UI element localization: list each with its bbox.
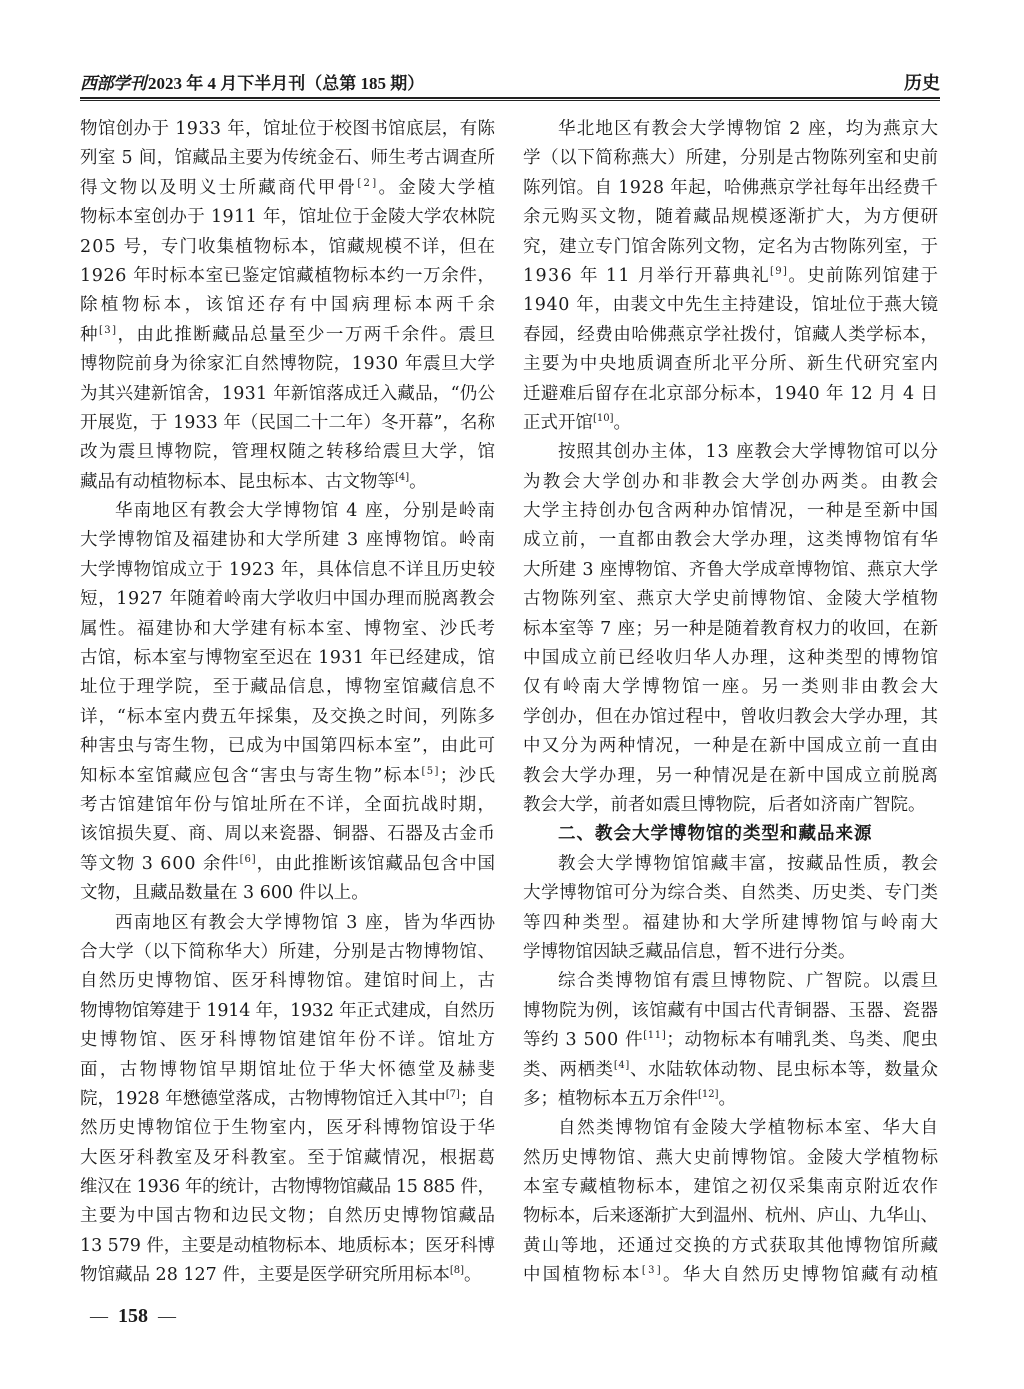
citation-mark: [5]: [421, 765, 440, 777]
text-run: ，由此推断藏品总量至少一万两千余件。震旦: [117, 324, 497, 345]
text-line: [523, 703, 938, 732]
text-line: [523, 321, 938, 350]
paragraph: [523, 438, 941, 820]
citation-mark: [4]: [613, 1059, 630, 1071]
text-run: 博物院前身为徐家汇自然博物院，1930 年震旦大学: [80, 354, 496, 375]
text-run: 教会大学，前者如震旦博物院，后者如济南广智院。: [523, 794, 926, 815]
text-run: 等四种类型。福建协和大学所建博物馆与岭南大: [523, 912, 941, 933]
header-rule: [80, 97, 940, 101]
text-line: [80, 850, 495, 879]
citation-mark: [3]: [641, 1265, 663, 1277]
text-run: 大学博物馆成立于 1923 年，具体信息不详且历史较: [80, 559, 496, 580]
text-run: 种: [80, 324, 99, 345]
text-line: [523, 174, 938, 203]
text-run: 知标本室馆藏应包含“害虫与寄生物”标本: [80, 765, 422, 786]
paragraph: [523, 115, 938, 438]
text-run: 物博物馆筹建于 1914 年，1932 年正式建成，自然历: [80, 1000, 495, 1021]
text-run: 成立前，一直都由教会大学办理，这类博物馆有华: [523, 530, 940, 551]
paragraph: [80, 909, 498, 1291]
text-run: 维汉在 1936 年的统计，古物博物馆藏品 15 885 件，: [80, 1177, 495, 1198]
text-line: [523, 262, 938, 291]
text-run: 然历史博物馆、燕大史前博物馆。金陵大学植物标: [523, 1147, 940, 1168]
citation-mark: [8]: [449, 1265, 465, 1277]
text-line: [523, 791, 938, 820]
text-line: [523, 1114, 938, 1143]
text-run: 文物，且藏品数量在 3 600 件以上。: [80, 883, 369, 904]
text-run: 。: [718, 1088, 737, 1109]
text-run: 大学博物馆及福建协和大学所建 3 座博物馆。岭南: [80, 530, 497, 551]
text-line: [80, 1056, 498, 1085]
text-run: 西南地区有教会大学博物馆 3 座，皆为华西协: [115, 912, 497, 933]
text-line: [523, 997, 938, 1026]
text-run: 大学主持创办包含两种办馆情况，一种是至新中国: [523, 501, 940, 522]
text-run: ；动物标本有哺乳类、鸟类、爬虫: [666, 1030, 939, 1051]
text-line: [80, 526, 495, 555]
text-line: [80, 1114, 495, 1143]
text-line: [80, 1026, 498, 1055]
text-line: [523, 1261, 941, 1290]
text-run: 正式开馆: [523, 412, 593, 433]
text-line: [523, 644, 938, 673]
text-run: 等约 3 500 件: [523, 1030, 644, 1051]
text-line: [80, 673, 495, 702]
text-line: [523, 438, 938, 467]
text-line: [80, 468, 495, 497]
text-line: [80, 1232, 495, 1261]
text-run: 自然类博物馆有金陵大学植物标本室、华大自: [558, 1118, 940, 1139]
text-run: 学（以下简称燕大）所建，分别是古物陈列室和史前: [523, 148, 939, 169]
paragraph: [80, 115, 499, 497]
text-run: 自然历史博物馆、医牙科博物馆。建馆时间上，古: [80, 971, 497, 992]
text-line: [80, 791, 495, 820]
text-run: 标本室等 7 座；另一种是随着教育权力的收回，在新: [523, 618, 939, 639]
text-line: [80, 967, 495, 996]
text-run: 考古馆建馆年份与馆址所在不详，全面抗战时期，: [80, 794, 497, 815]
text-run: 该馆损失夏、商、周以来瓷器、铜器、石器及古金币: [80, 824, 496, 845]
text-line: [80, 321, 495, 350]
text-run: 教会大学博物馆馆藏丰富，按藏品性质，教会: [558, 853, 940, 874]
text-run: 究，建立专门馆舍陈列文物，定名为古物陈列室，于: [523, 236, 939, 257]
citation-mark: [11]: [643, 1030, 667, 1042]
text-run: 大学博物馆可分为综合类、自然类、历史类、专门类: [523, 883, 939, 904]
text-line: [523, 1144, 938, 1173]
text-line: [523, 585, 938, 614]
text-run: 学博物馆因缺乏藏品信息，暂不进行分类。: [523, 941, 856, 962]
text-run: 除植物标本，该馆还存有中国病理标本两千余: [80, 295, 499, 316]
text-run: 等文物 3 600 余件: [80, 853, 240, 874]
text-line: [80, 203, 495, 232]
text-line: [80, 380, 495, 409]
text-line: [523, 762, 938, 791]
page-number-dash-right: —: [158, 1306, 176, 1326]
section-label: 历史: [904, 73, 940, 94]
text-run: 种害虫与寄生物，已成为中国第四标本室”，由此可: [80, 736, 496, 757]
text-run: 。史前陈列馆建于: [788, 265, 940, 286]
text-run: ；沙氏: [439, 765, 497, 786]
text-run: 。: [409, 471, 427, 492]
citation-mark: [4]: [395, 471, 410, 483]
text-line: [523, 115, 938, 144]
text-line: [523, 1026, 938, 1055]
text-run: 类、两栖类: [523, 1059, 614, 1080]
text-run: 陈列馆。自 1928 年起，哈佛燕京学社每年出经费千: [523, 177, 939, 198]
text-run: 物标本室创办于 1911 年，馆址位于金陵大学农林院: [80, 207, 496, 228]
text-run: 教会大学办理，另一种情况是在新中国成立前脱离: [523, 765, 940, 786]
text-run: 博物院为例，该馆藏有中国古代青铜器、玉器、瓷器: [523, 1000, 939, 1021]
text-run: 华北地区有教会大学博物馆 2 座，均为燕京大: [558, 119, 940, 139]
text-line: [80, 409, 495, 438]
text-run: 迁避难后留存在北京部分标本，1940 年 12 月 4 日: [523, 383, 939, 404]
text-run: 短，1927 年随着岭南大学收归中国办理而脱离教会: [80, 589, 496, 610]
text-line: [80, 585, 495, 614]
text-line: [523, 203, 938, 232]
text-line: [80, 1085, 495, 1114]
citation-mark: [7]: [445, 1088, 460, 1100]
text-run: 综合类博物馆有震旦博物院、广智院。以震旦: [558, 971, 940, 992]
citation-mark: [3]: [98, 324, 118, 336]
text-run: 为其兴建新馆舍，1931 年新馆落成迁入藏品，“仍公: [80, 383, 496, 404]
text-line: [523, 615, 938, 644]
text-run: 改为震旦博物院，管理权随之转移给震旦大学，馆: [80, 442, 497, 463]
citation-mark: [12]: [698, 1088, 719, 1100]
paragraph: [80, 497, 495, 908]
text-line: [80, 938, 495, 967]
text-run: 205 号，专门收集植物标本，馆藏规模不详，但在: [80, 236, 497, 257]
text-line: [80, 556, 495, 585]
text-line: [80, 115, 495, 144]
left-column: [80, 115, 499, 1291]
text-run: 大所建 3 座博物馆、齐鲁大学成章博物馆、燕京大学: [523, 559, 939, 580]
text-run: 古物陈列室、燕京大学史前博物馆、金陵大学植物: [523, 589, 940, 610]
page-number: 158: [118, 1305, 148, 1327]
text-run: 合大学（以下简称华大）所建，分别是古物博物馆、: [80, 941, 496, 962]
paragraph: [523, 850, 941, 968]
paragraph: [523, 967, 938, 1114]
text-line: [523, 468, 941, 497]
text-run: ，由此推断该馆藏品包含中国: [256, 853, 496, 874]
text-line: [80, 909, 495, 938]
text-line: [80, 762, 495, 791]
text-run: 黄山等地，还通过交换的方式获取其他博物馆所藏: [523, 1235, 940, 1256]
text-run: 学创办，但在办馆过程中，曾收归教会大学办理，其: [523, 706, 939, 727]
text-run: 开展览，于 1933 年（民国二十二年）冬开幕”，名称: [80, 412, 496, 433]
text-line: [80, 1173, 495, 1202]
text-line: [80, 262, 495, 291]
section-heading: 二、教会大学博物馆的类型和藏品来源: [558, 824, 873, 845]
text-run: 古馆，标本室与博物室至迟在 1931 年已经建成，馆: [80, 648, 496, 669]
citation-mark: [2]: [357, 177, 379, 189]
text-line: [523, 938, 938, 967]
text-run: 列室 5 间，馆藏品主要为传统金石、师生考古调查所: [80, 148, 496, 169]
text-run: 13 579 件，主要是动植物标本、地质标本；医牙科博: [80, 1235, 495, 1256]
text-run: 。: [613, 412, 632, 433]
text-run: 物馆创办于 1933 年，馆址位于校图书馆底层，有陈: [80, 119, 496, 139]
text-run: 藏品有动植物标本、昆虫标本、古文物等: [80, 471, 395, 492]
text-run: 。: [464, 1265, 482, 1286]
text-run: 余元购买文物，随着藏品规模逐渐扩大，为方便研: [523, 207, 940, 228]
text-run: 史博物馆、医牙科博物馆建馆年份不详。馆址方: [80, 1030, 498, 1051]
text-run: 1926 年时标本室已鉴定馆藏植物标本约一万余件，: [80, 265, 496, 286]
text-line: [523, 526, 938, 555]
text-run: 物标本，后来逐渐扩大到温州、杭州、庐山、九华山、: [523, 1206, 938, 1227]
text-line: [523, 350, 938, 379]
text-line: [80, 732, 495, 761]
text-line: [523, 1202, 938, 1231]
issue-info: 2023 年 4 月下半月刊（总第 185 期）: [148, 74, 425, 93]
text-run: 主要为中央地质调查所北平分所、新生代研究室内: [523, 354, 940, 375]
text-run: 、水陆软体动物、昆虫标本等，数量众: [629, 1059, 939, 1080]
text-line: [523, 1056, 938, 1085]
text-run: 多；植物标本五万余件: [523, 1088, 698, 1109]
text-line: [523, 380, 938, 409]
text-line: [523, 497, 938, 526]
text-line: [523, 1085, 938, 1114]
text-run: 1940 年，由裴文中先生主持建设，馆址位于燕大镜: [523, 295, 939, 316]
text-run: 仅有岭南大学博物馆一座。另一类则非由教会大: [523, 677, 941, 698]
text-run: 为教会大学创办和非教会大学创办两类。由教会: [523, 471, 941, 492]
text-line: [80, 1202, 495, 1231]
text-run: 。华大自然历史博物馆藏有动植: [662, 1265, 941, 1286]
text-line: [523, 850, 938, 879]
page-number-dash-left: —: [90, 1306, 108, 1326]
text-line: [80, 615, 495, 644]
text-line: [523, 909, 941, 938]
text-run: 属性。福建协和大学建有标本室、博物室、沙氏考: [80, 618, 497, 639]
text-line: [80, 1144, 495, 1173]
text-run: 中国植物标本: [523, 1265, 642, 1286]
text-line: [80, 174, 498, 203]
journal-logo: 西部学刊: [80, 74, 146, 94]
text-run: 按照其创办主体，13 座教会大学博物馆可以分: [558, 442, 939, 463]
text-run: 1936 年 11 月举行开幕典礼: [523, 265, 771, 286]
text-line: [80, 1261, 495, 1290]
citation-mark: [9]: [770, 265, 789, 277]
text-run: 春园，经费由哈佛燕京学社拨付，馆藏人类学标本，: [523, 324, 939, 345]
text-run: 址位于理学院，至于藏品信息，博物室馆藏信息不: [80, 677, 497, 698]
text-line: [523, 233, 938, 262]
text-line: [523, 732, 938, 761]
text-line: [523, 144, 938, 173]
text-line: [80, 997, 495, 1026]
text-line: [80, 438, 495, 467]
text-run: 中又分为两种情况，一种是在新中国成立前一直由: [523, 736, 940, 757]
text-run: 。金陵大学植: [378, 177, 498, 198]
text-line: [523, 967, 938, 996]
page-footer: [90, 1304, 176, 1328]
text-run: 物馆藏品 28 127 件，主要是医学研究所用标本: [80, 1265, 450, 1286]
text-line: [80, 703, 495, 732]
text-line: [523, 556, 938, 585]
right-column: [523, 115, 941, 1291]
text-line: [80, 233, 495, 262]
text-line: [80, 497, 495, 526]
text-run: 然历史博物馆位于生物室内，医牙科博物馆设于华: [80, 1118, 497, 1139]
running-header: [80, 72, 940, 96]
text-line: [80, 350, 495, 379]
text-run: 院，1928 年懋德堂落成，古物博物馆迁入其中: [80, 1088, 446, 1109]
text-run: 面，古物博物馆早期馆址位于华大怀德堂及赫斐: [80, 1059, 498, 1080]
text-line: [80, 879, 495, 908]
text-run: 华南地区有教会大学博物馆 4 座，分别是岭南: [115, 501, 497, 522]
text-run: ；自: [459, 1088, 496, 1109]
text-run: 主要为中国古物和边民文物；自然历史博物馆藏品: [80, 1206, 497, 1227]
text-line: [80, 820, 495, 849]
paragraph: [523, 1114, 941, 1290]
text-line: [523, 1232, 938, 1261]
text-line: [523, 673, 941, 702]
text-line: [523, 409, 938, 438]
text-line: [523, 291, 938, 320]
text-run: 得文物以及明义士所藏商代甲骨: [80, 177, 358, 198]
citation-mark: [10]: [593, 412, 614, 424]
citation-mark: [6]: [239, 853, 257, 865]
text-run: 中国成立前已经收归华人办理，这种类型的博物馆: [523, 648, 940, 669]
text-line: [523, 879, 938, 908]
text-line: [523, 1173, 938, 1202]
text-run: 大医牙科教室及牙科教室。至于馆藏情况，根据葛: [80, 1147, 497, 1168]
text-run: 详，“标本室内费五年採集，及交换之时间，列陈多: [80, 706, 496, 727]
text-line: [80, 144, 495, 173]
text-run: 本室专藏植物标本，建馆之初仅采集南京附近农作: [523, 1177, 940, 1198]
text-line: [80, 291, 499, 320]
text-line: [80, 644, 495, 673]
